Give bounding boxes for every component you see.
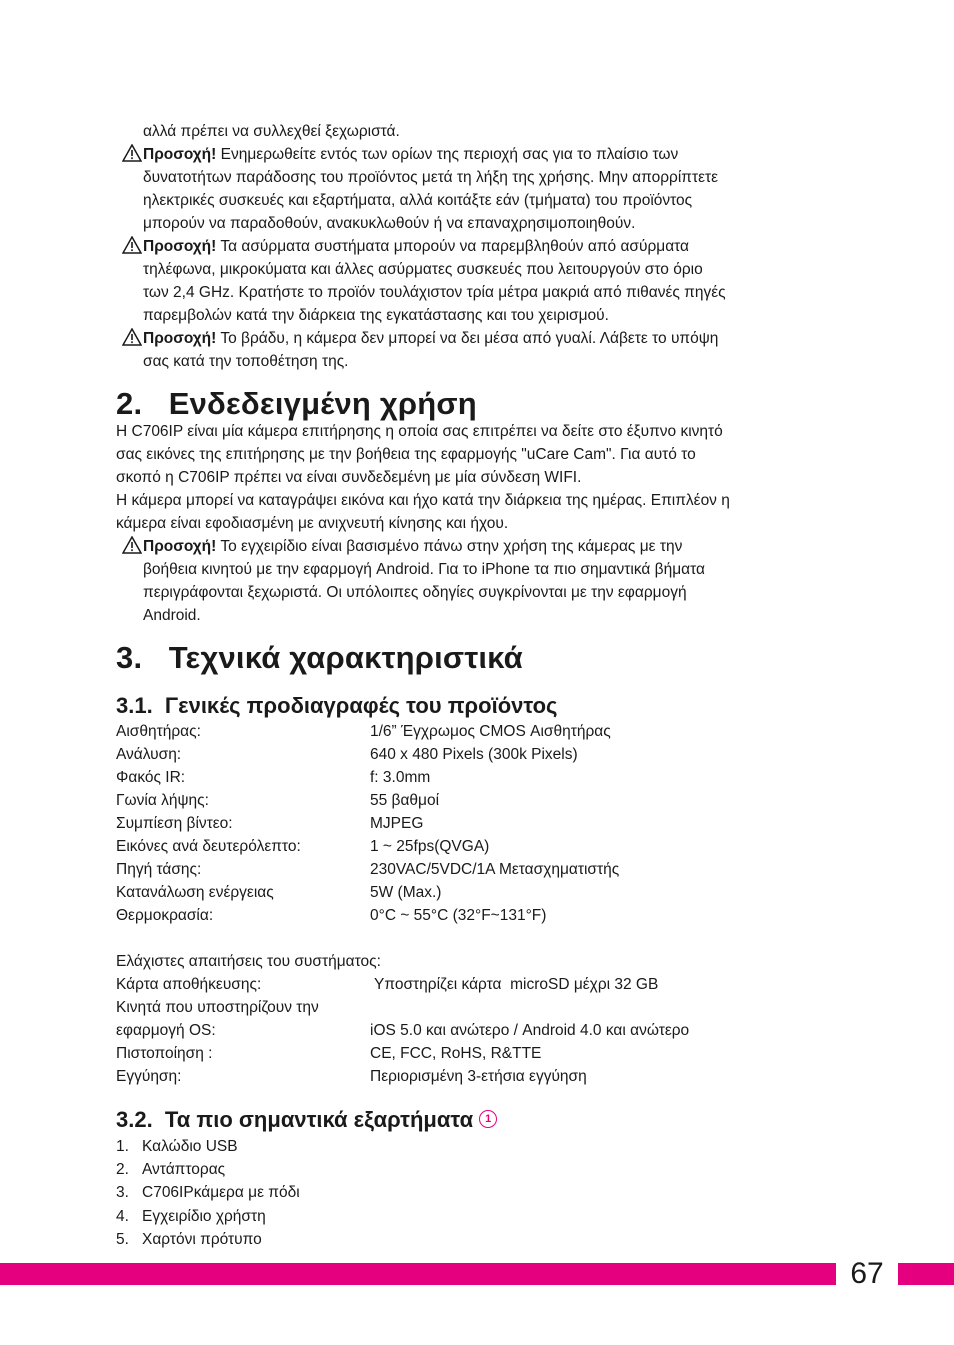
list-item bbox=[116, 1158, 716, 1181]
warning-text: Android. bbox=[143, 607, 201, 624]
warning-label: Προσοχή! bbox=[143, 538, 217, 555]
intended-use-text: σκοπό η C706IP πρέπει να είναι συνδεδεμένη με μία σύνδεση WIFI. bbox=[116, 469, 582, 486]
spec-key: εφαρμογή OS: bbox=[116, 1022, 216, 1039]
list-text: Χαρτόνι πρότυπο bbox=[142, 1230, 262, 1248]
spec-value: 1/6” Έγχρωμος CMOS Αισθητήρας bbox=[370, 723, 611, 740]
warning-disposal bbox=[116, 143, 836, 235]
subsection-3-1-title: 3.1. Γενικές προδιαγραφές του προϊόντος bbox=[116, 693, 558, 718]
spec-row bbox=[116, 720, 836, 743]
spec-table bbox=[116, 720, 836, 1088]
spec-key: Πιστοποίηση : bbox=[116, 1045, 213, 1062]
spec-value: 55 βαθμοί bbox=[370, 792, 440, 809]
list-number: 4. bbox=[116, 1207, 129, 1225]
warning-android bbox=[116, 535, 846, 627]
list-item bbox=[116, 1228, 716, 1251]
spec-key: Κάρτα αποθήκευσης: bbox=[116, 976, 262, 993]
sysreq-title bbox=[116, 950, 836, 973]
spec-row bbox=[116, 881, 836, 904]
spec-value: 640 x 480 Pixels (300k Pixels) bbox=[370, 746, 578, 763]
list-text: Αντάπτορας bbox=[142, 1161, 226, 1179]
spec-row bbox=[116, 904, 836, 927]
spec-row bbox=[116, 973, 836, 996]
spec-key: Ανάλυση: bbox=[116, 746, 182, 763]
warning-text: σας κατά την τοποθέτηση της. bbox=[143, 353, 349, 370]
spec-value: Υποστηρίζει κάρτα microSD μέχρι 32 GB bbox=[370, 976, 659, 993]
list-text: Καλώδιο USB bbox=[142, 1138, 238, 1155]
warning-text: παρεμβολών κατά την διάρκεια της εγκατάστασης και του χειρισμού. bbox=[143, 307, 609, 324]
spec-key: Πηγή τάσης: bbox=[116, 861, 202, 878]
warning-night-glass bbox=[116, 327, 836, 373]
spec-row bbox=[116, 996, 836, 1019]
spec-row bbox=[116, 1065, 836, 1088]
list-number: 2. bbox=[116, 1161, 129, 1179]
parts-list bbox=[116, 1135, 716, 1251]
list-number: 1. bbox=[116, 1138, 129, 1155]
spec-value: 0°C ~ 55°C (32°F~131°F) bbox=[370, 907, 547, 924]
warning-text: μπορούν να παραδοθούν, ανακυκλωθούν ή να επαναχρησιμοποιηθούν. bbox=[143, 215, 636, 232]
warning-triangle-icon bbox=[122, 144, 142, 162]
subsection-3-2-title-row bbox=[116, 1106, 497, 1134]
intended-use-text: Η C706IP είναι μία κάμερα επιτήρησης η οποία σας επιτρέπει να δείτε στο έξυπνο κινητό bbox=[116, 423, 723, 440]
warning-label: Προσοχή! bbox=[143, 330, 217, 347]
spec-row bbox=[116, 858, 836, 881]
spec-key: Θερμοκρασία: bbox=[116, 907, 214, 924]
warning-interference bbox=[116, 235, 836, 327]
spec-value: MJPEG bbox=[370, 815, 424, 832]
warning-triangle-icon bbox=[122, 328, 142, 346]
warning-triangle-icon bbox=[122, 236, 142, 254]
spec-value: 5W (Max.) bbox=[370, 884, 442, 901]
spec-value: 230VAC/5VDC/1A Μετασχηματιστής bbox=[370, 861, 620, 878]
list-number: 3. bbox=[116, 1184, 129, 1202]
spacer bbox=[116, 927, 836, 950]
spec-key: Κατανάλωση ενέργειας bbox=[116, 884, 274, 901]
page-number: 67 bbox=[850, 1257, 884, 1290]
intended-use-text: σας εικόνες της επιτήρησης με την βοήθεια της εφαρμογής "uCare Cam". Για αυτό το bbox=[116, 446, 696, 463]
warning-text: Το εγχειρίδιο είναι βασισμένο πάνω στην χρήση της κάμερας με την bbox=[220, 538, 683, 555]
warning-text: βοήθεια κινητού με την εφαρμογή Android. Για το iPhone τα πιο σημαντικά βήματα bbox=[143, 561, 705, 578]
warning-text: τηλέφωνα, μικροκύματα και άλλες ασύρματες συσκευές που λειτουργούν στο όριο bbox=[143, 261, 703, 278]
spec-row bbox=[116, 789, 836, 812]
spec-key: Φακός IR: bbox=[116, 769, 186, 786]
spec-value: CE, FCC, RoHS, R&TTE bbox=[370, 1045, 542, 1062]
spec-value: 1 ~ 25fps(QVGA) bbox=[370, 838, 490, 855]
list-item bbox=[116, 1205, 716, 1228]
warning-label: Προσοχή! bbox=[143, 146, 217, 163]
warning-text: Ενημερωθείτε εντός των ορίων της περιοχή σας για το πλαίσιο των bbox=[220, 146, 679, 163]
spec-key: Συμπίεση βίντεο: bbox=[116, 815, 233, 832]
spec-row bbox=[116, 766, 836, 789]
spec-row bbox=[116, 835, 836, 858]
spec-row bbox=[116, 743, 836, 766]
spec-key: Εικόνες ανά δευτερόλεπτο: bbox=[116, 838, 301, 855]
spec-row bbox=[116, 1042, 836, 1065]
list-text: Εγχειρίδιο χρήστη bbox=[142, 1207, 266, 1225]
spec-key: Γωνία λήψης: bbox=[116, 792, 209, 809]
section-2-body bbox=[116, 420, 846, 627]
warning-triangle-icon bbox=[122, 536, 142, 554]
intended-use-text: Η κάμερα μπορεί να καταγράψει εικόνα και ήχο κατά την διάρκεια της ημέρας. Επιπλέον η bbox=[116, 492, 730, 509]
continuation-text: αλλά πρέπει να συλλεχθεί ξεχωριστά. bbox=[143, 123, 400, 140]
list-item bbox=[116, 1135, 716, 1158]
section-2-title: 2. Ενδεδειγμένη χρήση bbox=[116, 386, 477, 421]
warning-label: Προσοχή! bbox=[143, 238, 217, 255]
section-3-title: 3. Τεχνικά χαρακτηριστικά bbox=[116, 640, 523, 675]
warning-text: δυνατοτήτων παράδοσης του προϊόντος μετά τη λήξη της χρήσης. Μην απορρίπτετε bbox=[143, 169, 719, 186]
spec-key: Εγγύηση: bbox=[116, 1068, 182, 1085]
list-text: C706IPκάμερα με πόδι bbox=[142, 1184, 300, 1202]
figure-ref-badge: 1 bbox=[479, 1110, 497, 1128]
warning-text: Το βράδυ, η κάμερα δεν μπορεί να δει μέσα από γυαλί. Λάβετε το υπόψη bbox=[220, 330, 719, 347]
warning-text: ηλεκτρικές συσκευές και εξαρτήματα, αλλά κοιτάξτε εάν (τμήματα) του προϊόντος bbox=[143, 192, 693, 209]
spec-row bbox=[116, 812, 836, 835]
spec-value: iOS 5.0 και ανώτερο / Android 4.0 και ανώτερο bbox=[370, 1022, 690, 1039]
spec-row bbox=[116, 1019, 836, 1042]
warning-text: Τα ασύρματα συστήματα μπορούν να παρεμβληθούν από ασύρματα bbox=[220, 238, 690, 255]
spec-value: Περιορισμένη 3-ετήσια εγγύηση bbox=[370, 1068, 587, 1085]
sysreq-title-text: Ελάχιστες απαιτήσεις του συστήματος: bbox=[116, 953, 381, 970]
footer-bar bbox=[0, 1263, 954, 1285]
intended-use-text: κάμερα είναι εφοδιασμένη με ανιχνευτή κίνησης και ήχου. bbox=[116, 515, 509, 532]
warning-text: περιγράφονται ξεχωριστά. Οι υπόλοιπες οδηγίες συγκρίνονται με την εφαρμογή bbox=[143, 584, 687, 601]
spec-value: f: 3.0mm bbox=[370, 769, 431, 786]
warnings-top bbox=[116, 120, 836, 373]
list-number: 5. bbox=[116, 1230, 129, 1248]
list-item bbox=[116, 1181, 716, 1204]
spec-key: Κινητά που υποστηρίζουν την bbox=[116, 999, 319, 1016]
spec-key: Αισθητήρας: bbox=[116, 723, 201, 740]
warning-text: των 2,4 GHz. Κρατήστε το προϊόν τουλάχιστον τρία μέτρα μακριά από πιθανές πηγές bbox=[143, 284, 726, 301]
subsection-3-2-title: 3.2. Τα πιο σημαντικά εξαρτήματα bbox=[116, 1107, 474, 1132]
